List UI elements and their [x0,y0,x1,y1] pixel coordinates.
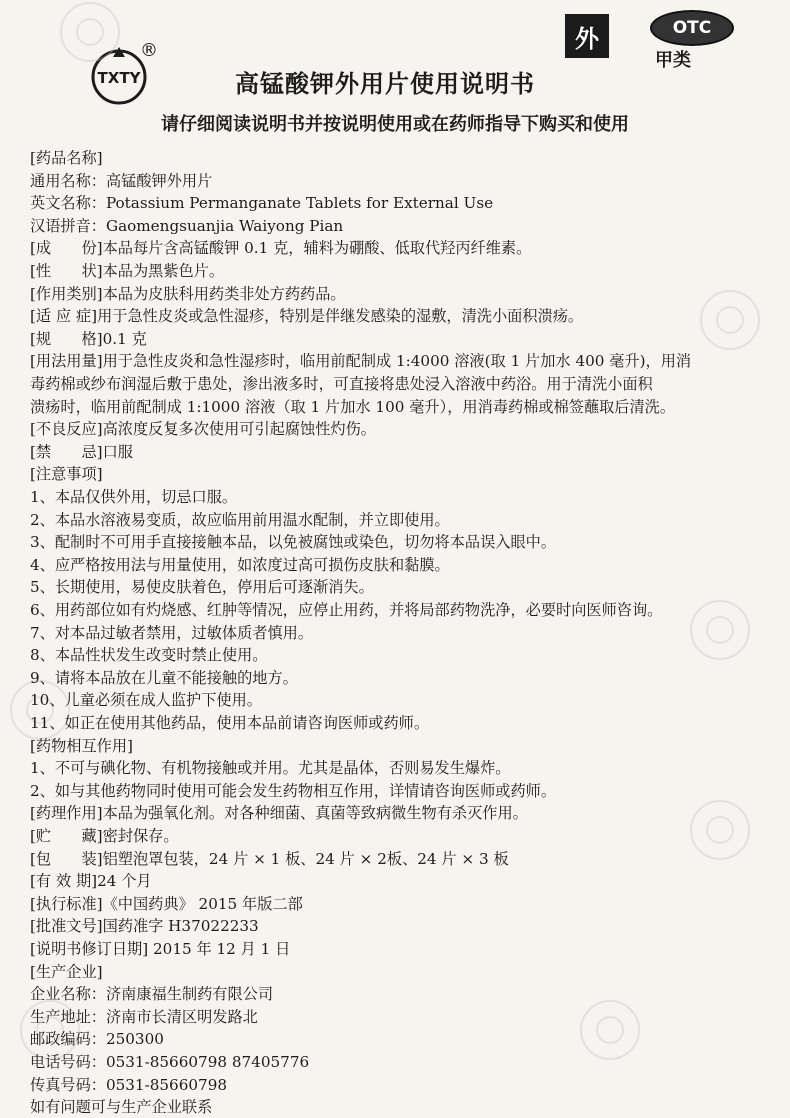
text-line: [执行标准]《中国药典》 2015 年版二部 [30,894,303,913]
list-item: 1、本品仅供外用，切忌口服。 [30,488,238,506]
otc-class-label: 甲类 [655,50,691,71]
text-line: [禁 忌]口服 [30,442,133,461]
text-line: [作用类别]本品为皮肤科用药类非处方药药品。 [30,284,346,303]
text-line: [成 份]本品每片含高锰酸钾 0.1 克，辅料为硼酸、低取代羟丙纤维素。 [30,239,532,258]
text-line: [规 格]0.1 克 [30,329,147,348]
text-line: 汉语拼音：Gaomengsuanjia Waiyong Pian [30,216,344,235]
text-line: 企业名称：济南康福生制药有限公司 [30,985,273,1004]
document-title: 高锰酸钾外用片使用说明书 [235,70,535,98]
list-item: 7、对本品过敏者禁用，过敏体质者慎用。 [30,623,314,642]
watermark-icon [700,290,760,350]
text-line: 通用名称：高锰酸钾外用片 [30,171,213,190]
registered-mark: ® [140,40,158,61]
list-item: 6、用药部位如有灼烧感、红肿等情况，应停止用药，并将局部药物洗净，必要时向医师咨询。 [30,601,663,619]
text-line: [有 效 期]24 个月 [30,872,152,891]
text-line: 电话号码：0531-85660798 87405776 [30,1053,310,1071]
watermark-icon [690,800,750,860]
list-item: 3、配制时不可用手直接接触本品，以免被腐蚀或染色，切勿将本品误入眼中。 [30,533,557,552]
list-item: 11、如正在使用其他药品，使用本品前请咨询医师或药师。 [30,714,430,732]
text-line: [说明书修订日期] 2015 年 12 月 1 日 [30,940,291,958]
external-use-badge: 外 [565,14,609,58]
section-heading: [注意事项] [30,465,103,484]
text-line: 邮政编码：250300 [30,1030,164,1049]
list-item: 2、如与其他药物同时使用可能会发生药物相互作用，详情请咨询医师或药师。 [30,781,557,800]
watermark-icon [60,2,120,62]
text-line: [适 应 症]用于急性皮炎或急性湿疹，特别是伴继发感染的湿敷，清洗小面积溃疡。 [30,307,584,326]
list-item: 9、请将本品放在儿童不能接触的地方。 [30,668,298,687]
watermark-icon [580,1000,640,1060]
text-line: [包 装]铝塑泡罩包装，24 片 × 1 板、24 片 × 2板、24 片 × 3 板 [30,849,509,868]
document-subtitle: 请仔细阅读说明书并按说明使用或在药师指导下购买和使用 [161,114,629,135]
list-item: 1、不可与碘化物、有机物接触或并用。尤其是晶体，否则易发生爆炸。 [30,759,511,778]
text-line: 传真号码：0531-85660798 [30,1075,228,1094]
section-heading: [药物相互作用] [30,736,133,755]
otc-badge: OTC [650,10,734,46]
list-item: 5、长期使用，易使皮肤着色，停用后可逐渐消失。 [30,578,374,597]
watermark-icon [690,600,750,660]
text-line: [药理作用]本品为强氧化剂。对各种细菌、真菌等致病微生物有杀灭作用。 [30,804,528,823]
list-item: 8、本品性状发生改变时禁止使用。 [30,646,268,665]
text-line: [贮 藏]密封保存。 [30,827,179,845]
text-line: 溃疡时，临用前配制成 1:1000 溶液（取 1 片加水 100 毫升），用消毒药棉或棉签蘸取后清洗。 [30,397,676,416]
text-line: 如有问题可与生产企业联系 [30,1098,213,1117]
list-item: 2、本品水溶液易变质，故应临用前用温水配制，并立即使用。 [30,510,450,529]
list-item: 4、应严格按用法与用量使用，如浓度过高可损伤皮肤和黏膜。 [30,555,450,574]
text-line: [性 状]本品为黑紫色片。 [30,262,225,280]
text-line: [用法用量]用于急性皮炎和急性湿疹时，临用前配制成 1:4000 溶液(取 1 片加水 400 毫升)，用消 [30,352,692,371]
svg-text:TXTY: TXTY [97,69,141,87]
section-heading: [生产企业] [30,962,103,981]
text-line: [批准文号]国药准字 H37022233 [30,917,259,936]
text-line: [不良反应]高浓度反复多次使用可引起腐蚀性灼伤。 [30,420,376,439]
text-line: 生产地址：济南市长清区明发路北 [30,1007,258,1026]
text-line: 毒药棉或纱布润湿后敷于患处，渗出液多时，可直接将患处浸入溶液中药浴。用于清洗小面积 [30,375,653,393]
text-line: 英文名称：Potassium Permanganate Tablets for External Use [30,194,494,213]
section-heading: [药品名称] [30,149,103,167]
list-item: 10、儿童必须在成人监护下使用。 [30,691,262,710]
